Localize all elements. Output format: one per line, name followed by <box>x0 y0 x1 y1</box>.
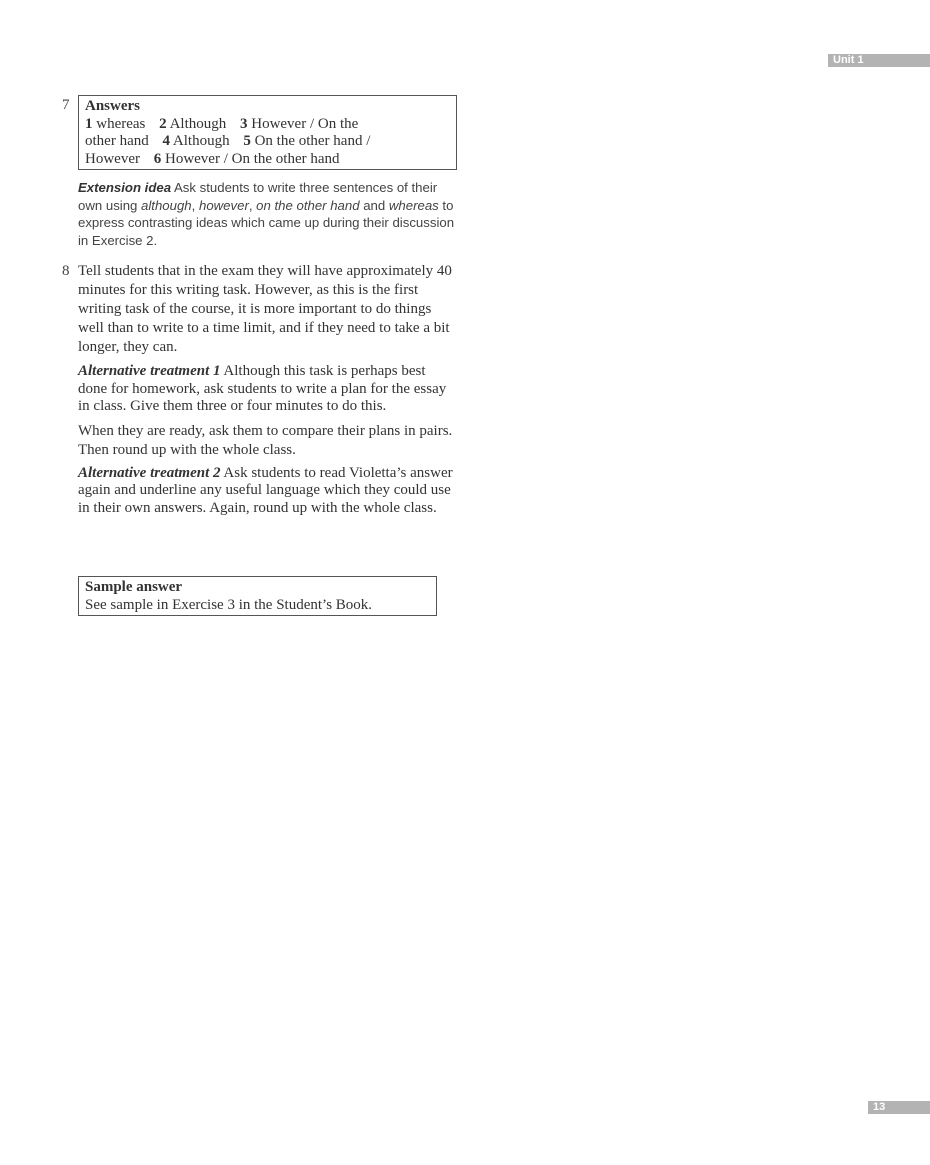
extension-text: to express contrasting ideas which came up during their discussion in Exercise 2. <box>78 197 455 248</box>
answer-text: Although <box>166 115 227 132</box>
extension-word: although <box>141 197 192 213</box>
sample-answer-heading: Sample answer <box>85 579 183 595</box>
alt2-text: Ask students to read Violetta’s answer again and underline any useful language which they could use in their own answers. Again, round up with the whole class. <box>78 464 453 516</box>
answer-number: 3 <box>239 115 248 132</box>
answer-text: However <box>85 150 140 167</box>
answer-number: 1 <box>85 115 93 132</box>
answer-number: 2 <box>159 115 167 132</box>
answer-text: However / On the <box>247 115 359 132</box>
answer-text: Although <box>169 133 230 149</box>
extension-lead: Extension idea <box>78 180 172 195</box>
exercise-7-number: 7 <box>62 97 70 113</box>
extension-text: Ask students to write three sentences of their own using <box>78 180 438 213</box>
answer-number: 5 <box>243 133 251 149</box>
page-number-tab: 13 <box>868 1101 930 1114</box>
alt1-lead: Alternative treatment 1 <box>78 363 221 379</box>
extension-word: however <box>198 197 249 213</box>
extension-word: whereas <box>388 197 439 213</box>
answer-text: other hand <box>85 133 149 149</box>
answers-line-1 <box>85 116 450 134</box>
answer-text: whereas <box>92 115 146 132</box>
alt2-lead: Alternative treatment 2 <box>78 464 221 481</box>
exercise-8-body <box>78 262 458 522</box>
alternative-treatment-1 <box>78 363 458 416</box>
extension-text: , <box>191 197 199 213</box>
answer-number: 6 <box>153 150 162 167</box>
exercise-8-intro: Tell students that in the exam they will have approximately 40 minutes for this writing task. However, as this is the first writing task of the course, it is more important to do things well than to write to a time limit, and if they need to take a bit longer, they can. <box>78 263 452 355</box>
sample-answer-box <box>78 576 437 616</box>
answer-number: 4 <box>162 133 170 149</box>
alternative-treatment-2 <box>78 465 458 518</box>
answers-heading: Answers <box>85 98 140 114</box>
answers-line-2 <box>85 133 450 151</box>
sample-answer-text: See sample in Exercise 3 in the Student’s Book. <box>85 596 373 613</box>
answer-text: On the other hand / <box>250 133 371 149</box>
answers-line-3 <box>85 151 450 169</box>
exercise-8-number: 8 <box>62 263 70 279</box>
extension-word: on the other hand <box>256 197 360 213</box>
answer-text: However / On the other hand <box>161 150 340 167</box>
answers-box <box>78 95 457 170</box>
extension-text: and <box>359 197 389 213</box>
compare-paragraph: When they are ready, ask them to compare their plans in pairs. Then round up with the whole class. <box>78 422 453 458</box>
alt1-text: Although this task is perhaps best done for homework, ask students to write a plan for the essay in class. Give them three or four minutes to do this. <box>78 363 447 414</box>
extension-idea <box>78 179 456 249</box>
unit-tab: Unit 1 <box>828 54 930 67</box>
extension-text: , <box>248 197 257 213</box>
